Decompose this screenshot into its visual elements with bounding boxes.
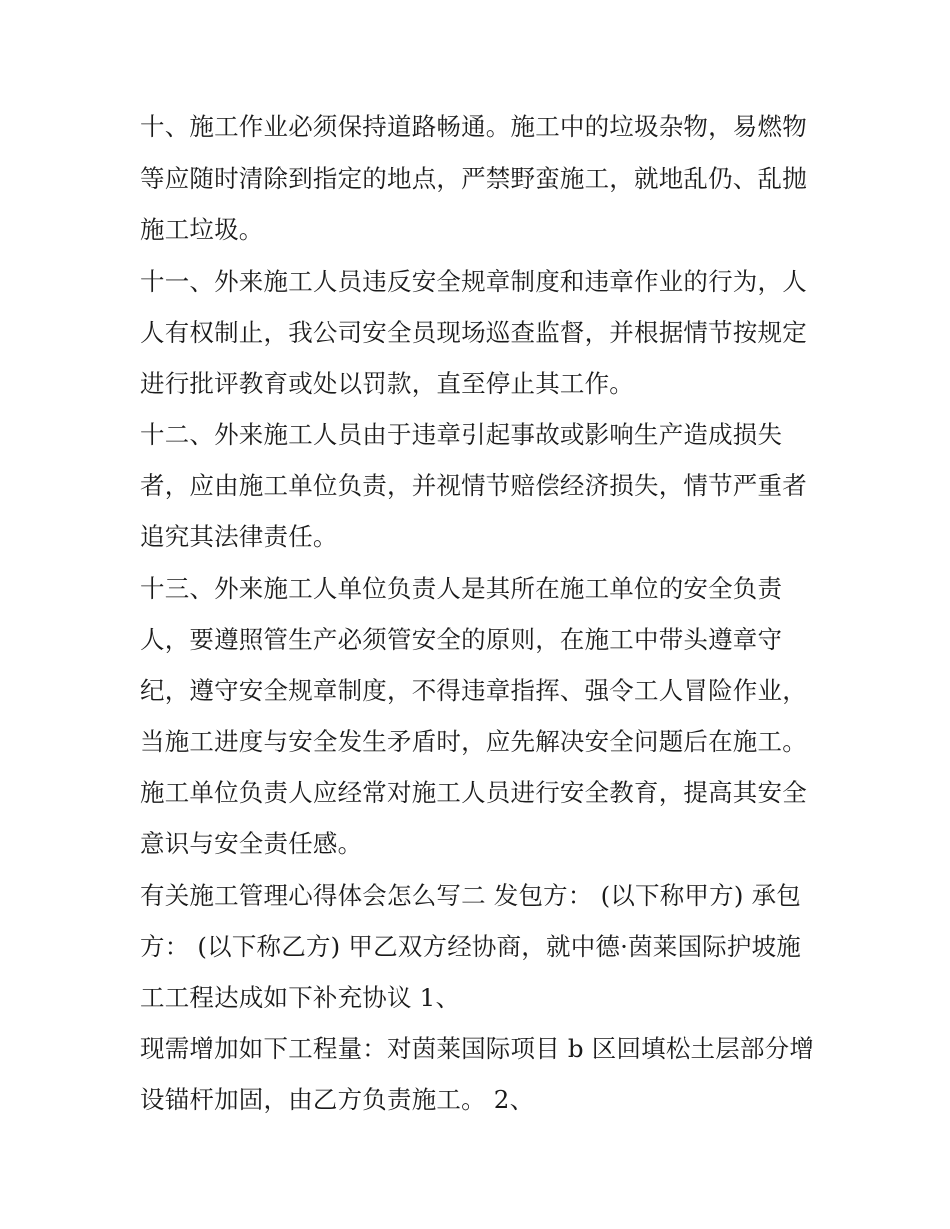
text-line: 有关施工管理心得体会怎么写二 发包方： (以下称甲方) 承包 <box>140 881 801 910</box>
text-line: 十一、外来施工人员违反安全规章制度和违章作业的行为，人 <box>140 267 807 296</box>
text-line: 十、施工作业必须保持道路畅通。施工中的垃圾杂物，易燃物 <box>140 112 807 141</box>
text-line: 人，要遵照管生产必须管安全的原则，在施工中带头遵章守 <box>140 625 783 654</box>
text-line: 等应随时清除到指定的地点，严禁野蛮施工，就地乱仍、乱抛 <box>140 164 807 193</box>
text-line: 人有权制止，我公司安全员现场巡查监督，并根据情节按规定 <box>140 318 807 347</box>
text-line: 当施工进度与安全发生矛盾时，应先解决安全问题后在施工。 <box>140 727 807 756</box>
text-line: 工工程达成如下补充协议 1、 <box>140 983 461 1012</box>
text-line: 十二、外来施工人员由于违章引起事故或影响生产造成损失 <box>140 420 783 449</box>
text-line: 者，应由施工单位负责，并视情节赔偿经济损失，情节严重者 <box>140 471 807 500</box>
text-line: 施工单位负责人应经常对施工人员进行安全教育，提高其安全 <box>140 778 807 807</box>
text-line: 意识与安全责任感。 <box>140 829 363 858</box>
text-line: 十三、外来施工人单位负责人是其所在施工单位的安全负责 <box>140 574 783 603</box>
text-line: 追究其法律责任。 <box>140 522 338 551</box>
text-line: 方： (以下称乙方) 甲乙双方经协商，就中德·茵莱国际护坡施 <box>140 932 801 961</box>
text-line: 施工垃圾。 <box>140 215 264 244</box>
text-line: 设锚杆加固，由乙方负责施工。 2、 <box>140 1085 535 1114</box>
text-line: 现需增加如下工程量：对茵莱国际项目 b 区回填松土层部分增 <box>140 1034 815 1063</box>
text-line: 纪，遵守安全规章制度，不得违章指挥、强令工人冒险作业， <box>140 676 807 705</box>
text-line: 进行批评教育或处以罚款，直至停止其工作。 <box>140 369 634 398</box>
